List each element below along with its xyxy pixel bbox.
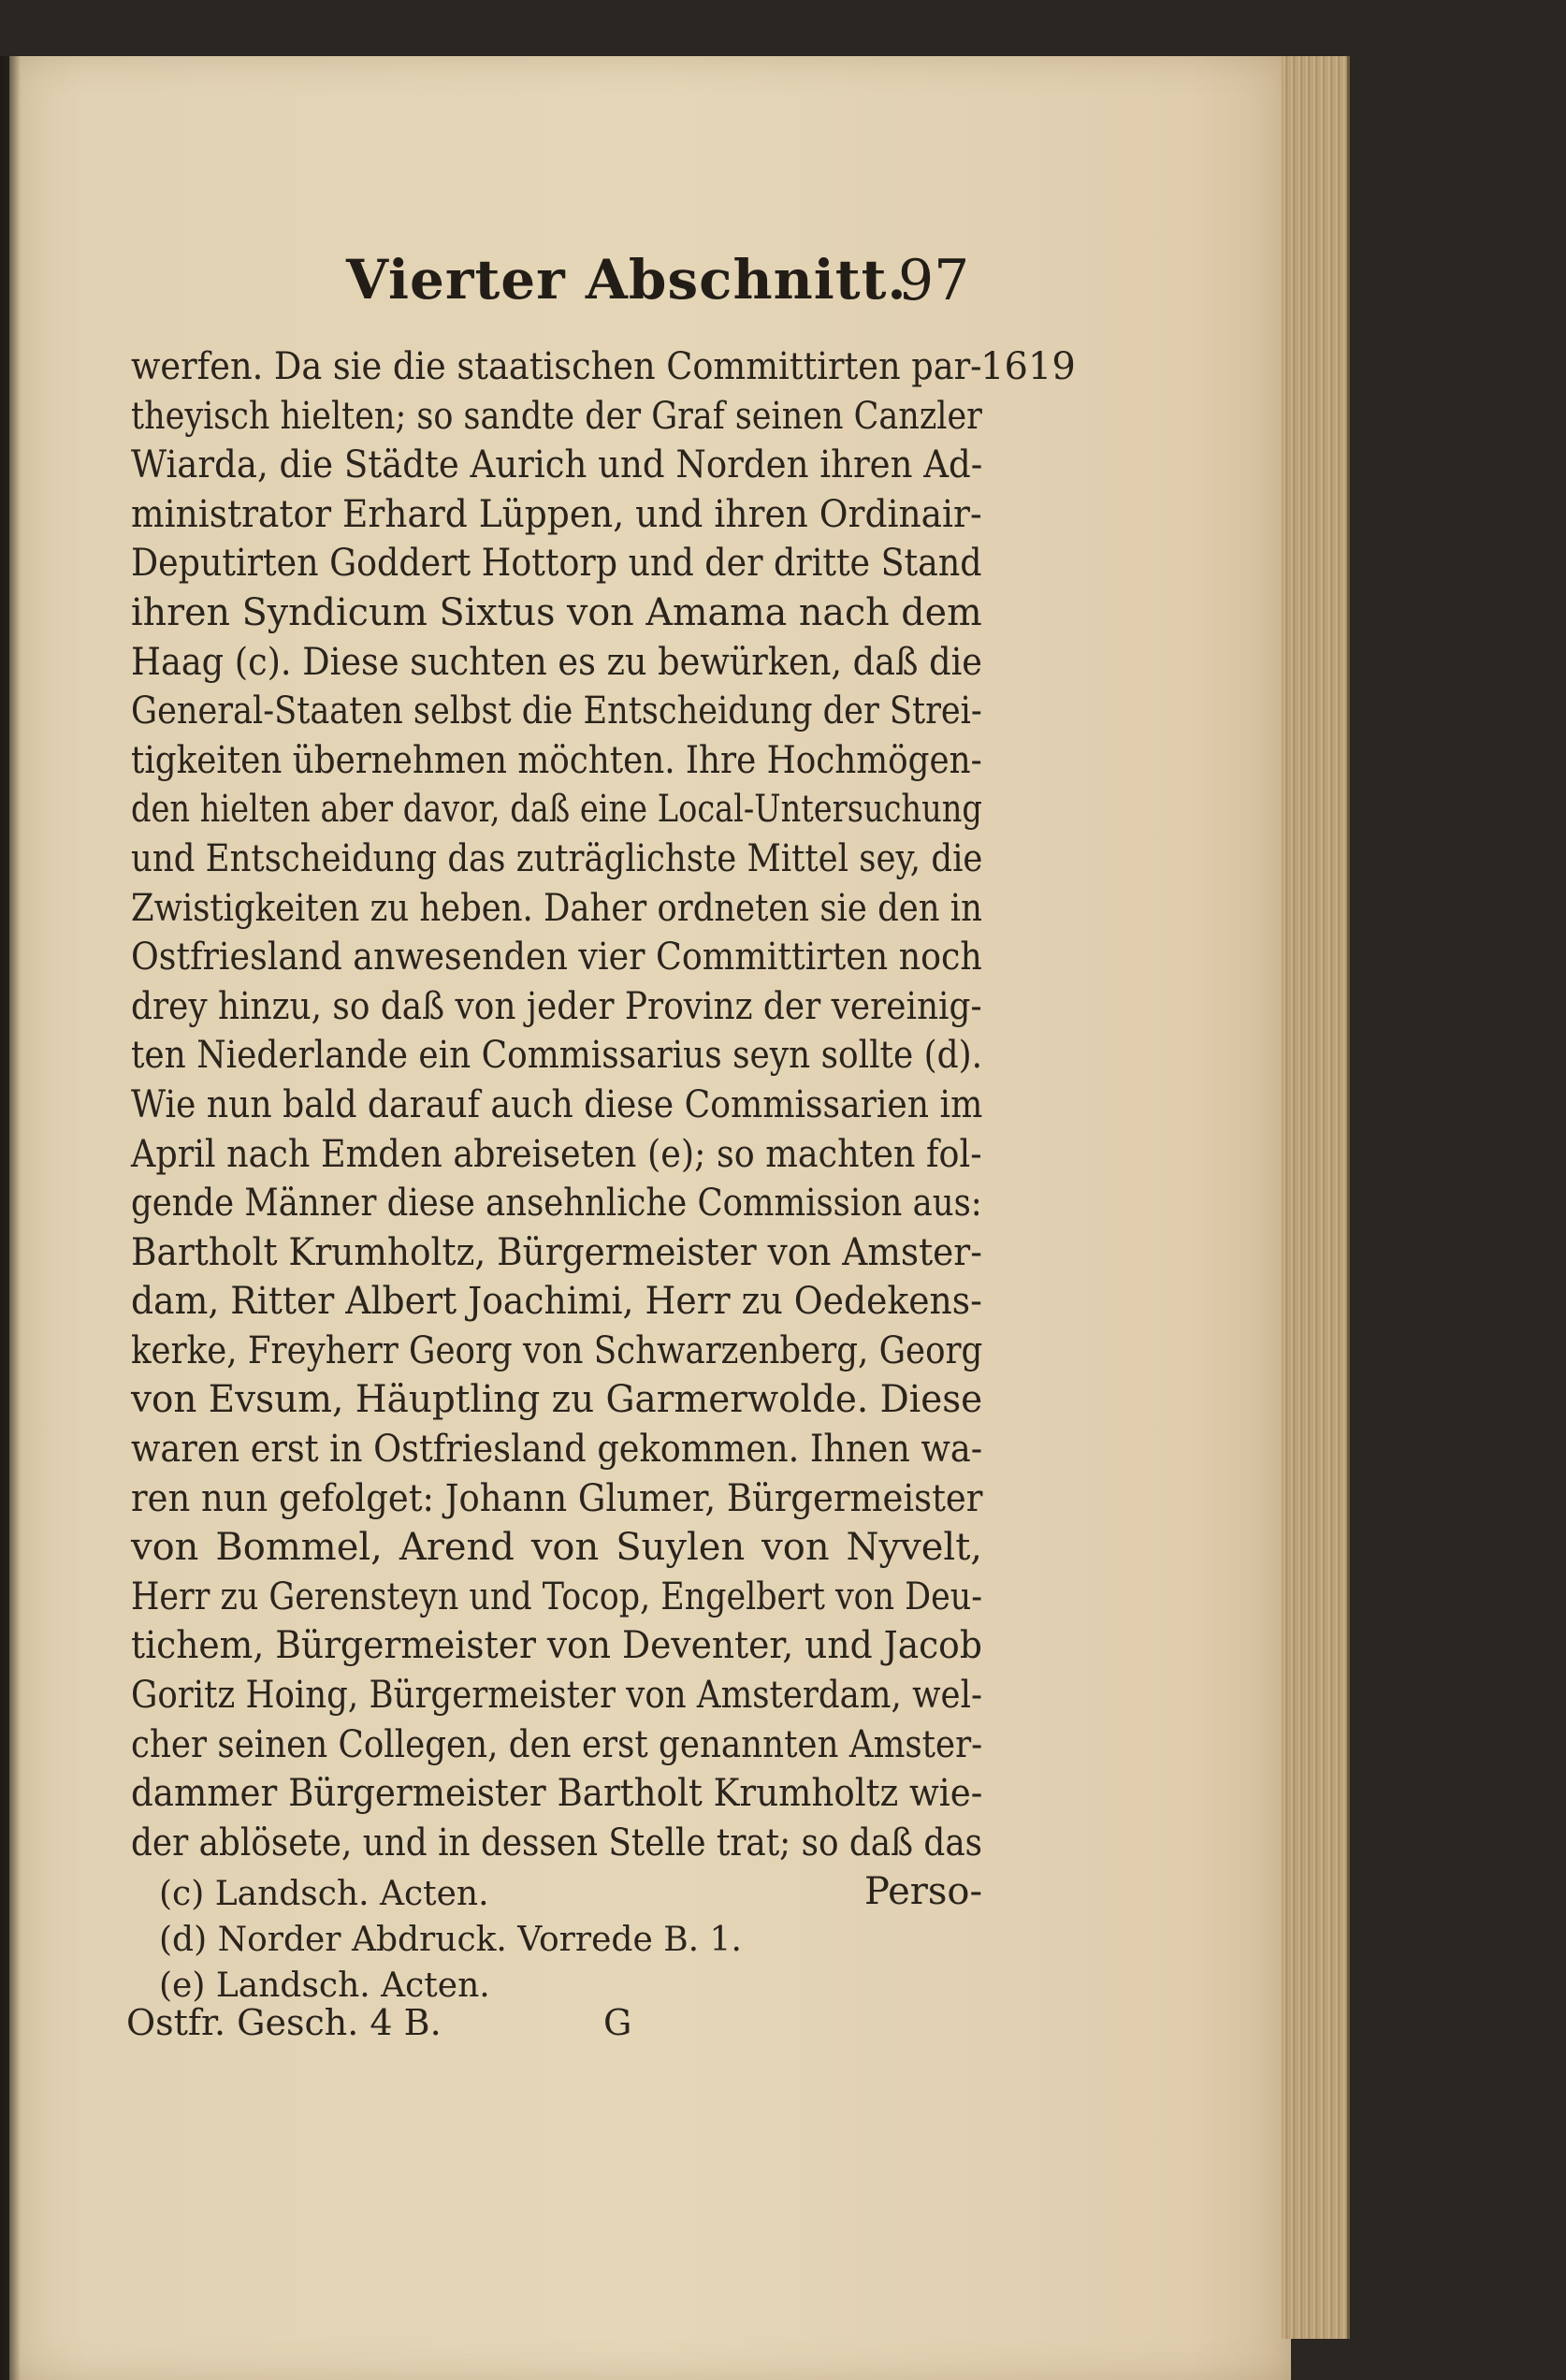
text-line: und Entscheidung das zuträglichste Mittel sey, die (131, 836, 983, 880)
text-line: der ablösete, und in dessen Stelle trat; so daß das (131, 1821, 983, 1865)
footnote: (d) Norder Abdruck. Vorrede B. 1. (159, 1921, 742, 1959)
text-line: Herr zu Gerensteyn und Tocop, Engelbert von Deu- (131, 1575, 983, 1618)
text-line: tigkeiten übernehmen möchten. Ihre Hochmögen- (131, 738, 982, 782)
text-line: ihren Syndicum Sixtus von Amama nach dem (131, 590, 982, 634)
footnotes (159, 1871, 907, 2009)
text-line: Zwistigkeiten zu heben. Daher ordneten sie den in (131, 886, 982, 930)
text-line: General-Staaten selbst die Entscheidung der Strei- (131, 689, 982, 733)
signature-line (126, 2002, 968, 2058)
signature-title: Ostfr. Gesch. 4 B. (126, 2002, 442, 2043)
margin-year-note: 1619 (980, 345, 1076, 388)
text-line: dam, Ritter Albert Joachimi, Herr zu Oedekens- (131, 1280, 982, 1324)
text-line: Haag (c). Diese suchten es zu bewürken, daß die (131, 640, 982, 684)
text-line: dammer Bürgermeister Bartholt Krumholtz wie- (131, 1772, 983, 1816)
running-head: Vierter Abschnitt. (346, 248, 907, 312)
page-number: 97 (898, 248, 970, 313)
footnote: (e) Landsch. Acten. (159, 1966, 490, 2005)
text-line: drey hinzu, so daß von jeder Provinz der vereinig- (131, 984, 982, 1028)
text-line: ministrator Erhard Lüppen, und ihren Ordinair- (131, 492, 982, 536)
page-edges (1282, 56, 1350, 2339)
text-line: ren nun gefolget: Johann Glumer, Bürgermeister (131, 1476, 983, 1520)
text-line: waren erst in Ostfriesland gekommen. Ihnen wa- (131, 1428, 983, 1472)
footnote: (c) Landsch. Acten. (159, 1875, 489, 1913)
signature-mark: G (603, 2002, 632, 2043)
text-line: Goritz Hoing, Bürgermeister von Amsterdam, wel- (131, 1674, 982, 1718)
text-line: von Bommel, Arend von Suylen von Nyvelt, (131, 1526, 982, 1570)
text-line: gende Männer diese ansehnliche Commission aus: (131, 1182, 982, 1226)
text-line: Bartholt Krumholtz, Bürgermeister von Amster- (131, 1230, 982, 1274)
text-line: April nach Emden abreiseten (e); so machten fol- (131, 1132, 982, 1176)
text-line: ten Niederlande ein Commissarius seyn sollte (d). (131, 1034, 983, 1078)
text-line: werfen. Da sie die staatischen Committirten par- (131, 345, 982, 388)
text-line: cher seinen Collegen, den erst genannten Amster- (131, 1722, 983, 1766)
text-line: den hielten aber davor, daß eine Local-Untersuchung (131, 788, 982, 832)
text-line: Wiarda, die Städte Aurich und Norden ihren Ad- (131, 443, 983, 487)
catchword: Perso- (863, 1870, 982, 1914)
text-line: tichem, Bürgermeister von Deventer, und Jacob (131, 1624, 982, 1668)
text-line: von Evsum, Häuptling zu Garmerwolde. Diese (131, 1378, 983, 1422)
binding-shadow (0, 56, 21, 2380)
text-line: theyisch hielten; so sandte der Graf seinen Canzler (131, 394, 982, 438)
text-line: Ostfriesland anwesenden vier Committirten noch (131, 936, 982, 980)
text-line: kerke, Freyherr Georg von Schwarzenberg, Georg (131, 1328, 983, 1372)
body-text (131, 342, 982, 1917)
text-line: Wie nun bald darauf auch diese Commissarien im (131, 1082, 983, 1126)
text-line: Deputirten Goddert Hottorp und der dritte Stand (131, 542, 982, 586)
page-header (0, 248, 1566, 323)
